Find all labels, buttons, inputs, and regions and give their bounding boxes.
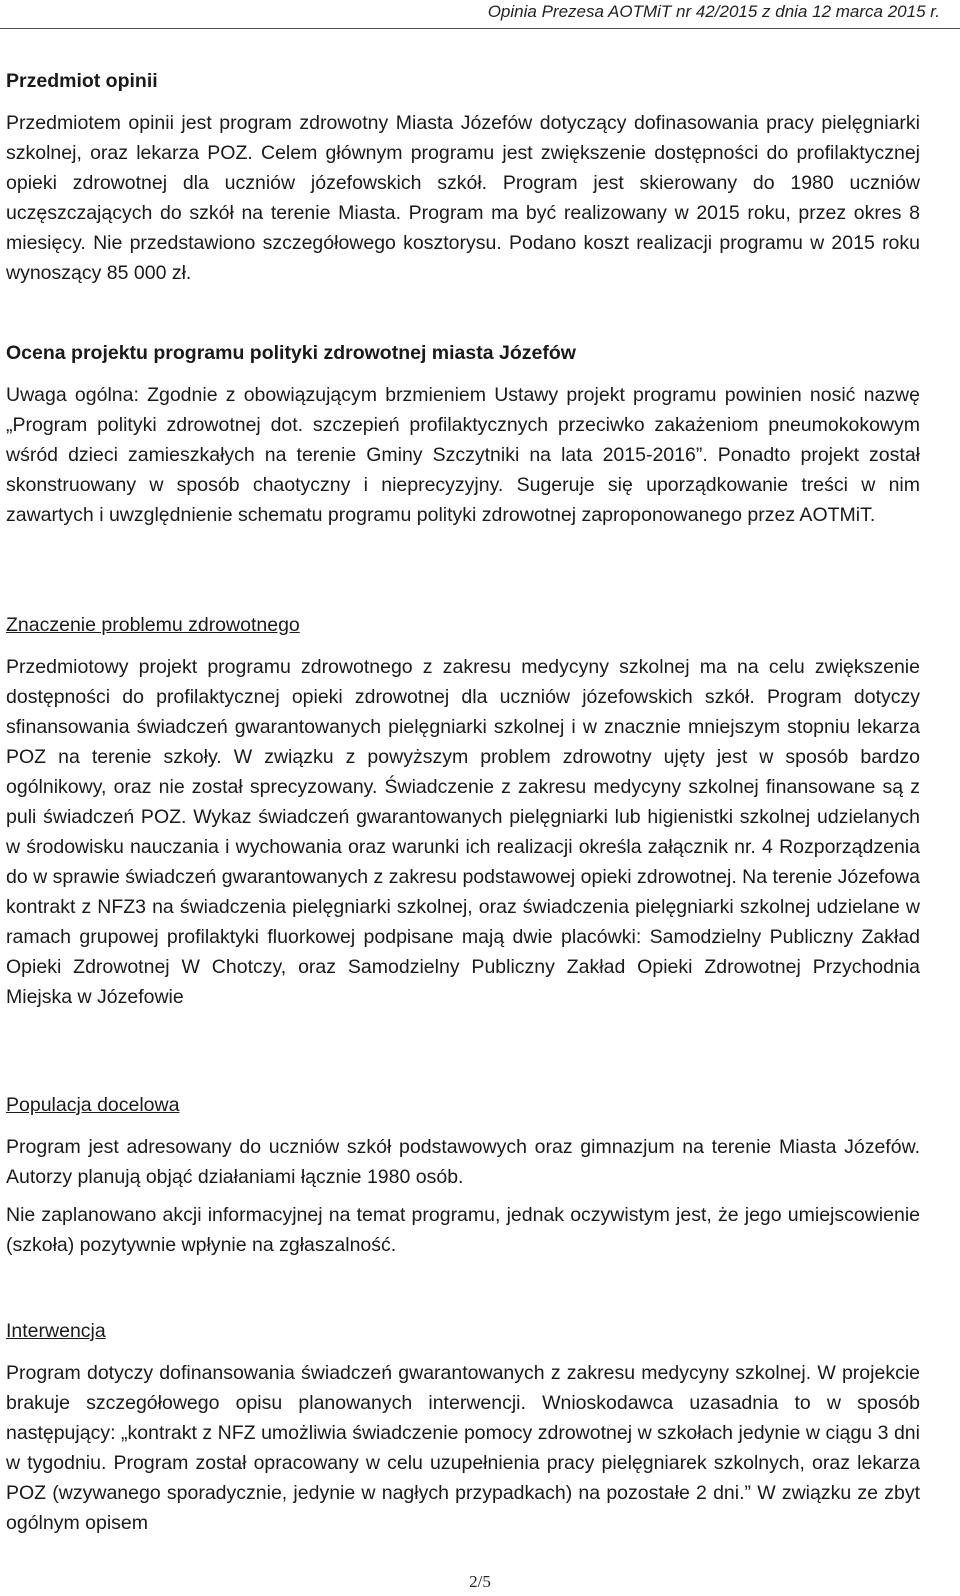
- section-populacja-docelowa: [6, 1090, 920, 1260]
- paragraph: Uwaga ogólna: Zgodnie z obowiązującym brzmieniem Ustawy projekt programu powinien nosić nazwę „Program polityki zdrowotnej dot. szczepień profilaktycznych przeciwko zakażeniom pneumokokowym wśród dzieci zamieszkałych na terenie Gminy Szczytniki na lata 2015-2016”. Ponadto projekt został skonstruowany w sposób chaotyczny i nieprecyzyjny. Sugeruje się uporządkowanie treści w nim zawartych i uwzględnienie schematu programu polityki zdrowotnej zaproponowanego przez AOTMiT.: [6, 384, 920, 526]
- section-heading: Interwencja: [6, 1320, 106, 1342]
- page-header: Opinia Prezesa AOTMiT nr 42/2015 z dnia 12 marca 2015 r.: [487, 2, 940, 21]
- page-number: 2/5: [469, 1572, 491, 1591]
- section-ocena-projektu: [6, 338, 920, 530]
- paragraph: Nie zaplanowano akcji informacyjnej na temat programu, jednak oczywistym jest, że jego umiejscowienie (szkoła) pozytywnie wpłynie na zgłaszalność.: [6, 1204, 920, 1256]
- section-znaczenie-problemu: [6, 610, 920, 1012]
- paragraph: Przedmiotowy projekt programu zdrowotnego z zakresu medycyny szkolnej ma na celu zwiększenie dostępności do profilaktycznej opieki zdrowotnej dla uczniów józefowskich szkół. Program dotyczy sfinansowania świadczeń gwarantowanych pielęgniarki szkolnej i w znacznie mniejszym stopniu lekarza POZ na terenie szkoły. W związku z powyższym problem zdrowotny ujęty jest w sposób bardzo ogólnikowy, oraz nie został sprecyzowany. Świadczenie z zakresu medycyny szkolnej finansowane są z puli świadczeń POZ. Wykaz świadczeń gwarantowanych pielęgniarki lub higienistki szkolnej udzielanych w środowisku nauczania i wychowania oraz warunki ich realizacji określa załącznik nr. 4 Rozporządzenia do w sprawie świadczeń gwarantowanych z zakresu podstawowej opieki zdrowotnej. Na terenie Józefowa kontrakt z NFZ3 na świadczenia pielęgniarki szkolnej, oraz świadczenia pielęgniarki szkolnej udzielane w ramach grupowej profilaktyki fluorkowej podpisane mają dwie placówki: Samodzielny Publiczny Zakład Opieki Zdrowotnej W Chotczy, oraz Samodzielny Publiczny Zakład Opieki Zdrowotnej Przychodnia Miejska w Józefowie: [6, 656, 920, 1008]
- section-interwencja: [6, 1316, 920, 1538]
- paragraph: Program jest adresowany do uczniów szkół podstawowych oraz gimnazjum na terenie Miasta Józefów. Autorzy planują objąć działaniami łącznie 1980 osób.: [6, 1136, 920, 1188]
- section-heading: Populacja docelowa: [6, 1094, 180, 1116]
- header-rule: [0, 28, 960, 29]
- section-przedmiot-opinii: [6, 66, 920, 288]
- section-heading: Ocena projektu programu polityki zdrowotnej miasta Józefów: [6, 342, 576, 364]
- paragraph: Przedmiotem opinii jest program zdrowotny Miasta Józefów dotyczący dofinasowania pracy pielęgniarki szkolnej, oraz lekarza POZ. Celem głównym programu jest zwiększenie dostępności do profilaktycznej opieki zdrowotnej dla uczniów józefowskich szkół. Program jest skierowany do 1980 uczniów uczęszczających do szkół na terenie Miasta. Program ma być realizowany w 2015 roku, przez okres 8 miesięcy. Nie przedstawiono szczegółowego kosztorysu. Podano koszt realizacji programu w 2015 roku wynoszący 85 000 zł.: [6, 112, 920, 284]
- section-heading: Znaczenie problemu zdrowotnego: [6, 614, 300, 636]
- section-heading: Przedmiot opinii: [6, 70, 158, 92]
- paragraph: Program dotyczy dofinansowania świadczeń gwarantowanych z zakresu medycyny szkolnej. W projekcie brakuje szczegółowego opisu planowanych interwencji. Wnioskodawca uzasadnia to w sposób następujący: „kontrakt z NFZ umożliwia świadczenie pomocy zdrowotnej w szkołach jedynie w ciągu 3 dni w tygodniu. Program został opracowany w celu uzupełnienia pracy pielęgniarek szkolnych, oraz lekarza POZ (wzywanego sporadycznie, jedynie w nagłych przypadkach) na pozostałe 2 dni.” W związku ze zbyt ogólnym opisem: [6, 1362, 920, 1534]
